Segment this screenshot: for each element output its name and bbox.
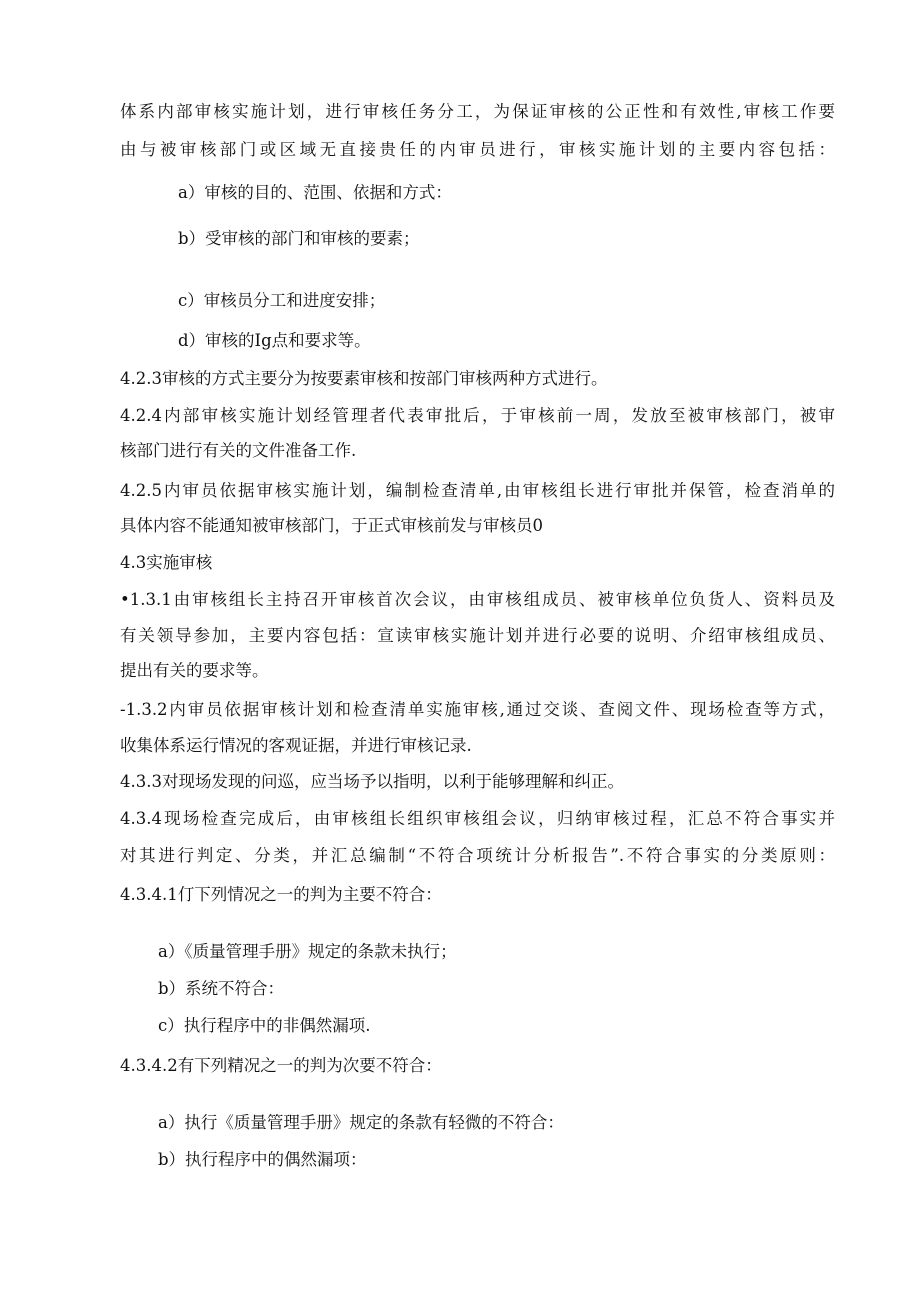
paragraph-line: 对其进行判定、分类，并汇总编制“不符合项统计分析报告”.不符合事实的分类原则： (120, 846, 835, 865)
paragraph-line: 4.2.3审核的方式主要分为按要素审核和按部门审核两种方式进行。 (120, 369, 608, 388)
paragraph-line: 4.3.3对现场发现的问巡，应当场予以指明，以利于能够理解和纠正。 (120, 772, 624, 791)
paragraph-line: 由与被审核部门或区域无直接贵任的内审员进行，审核实施计划的主要内容包括： (120, 140, 835, 159)
paragraph-line: 4.2.4内部审核实施计划经管理者代表审批后，于审核前一周，发放至被审核部门，被审 (120, 406, 835, 425)
paragraph-line: 4.3.4.2有下列精况之一的判为次要不符合： (120, 1056, 442, 1075)
paragraph-line: 4.2.5内审员依据审核实施计划，编制检查清单,由审核组长进行审批并保管，检查消单的 (120, 481, 835, 500)
list-item: c）执行程序中的非偶然漏项. (158, 1016, 371, 1035)
paragraph-line: 体系内部审核实施计划，进行审核任务分工，为保证审核的公正性和有效性,审核工作要 (120, 102, 835, 121)
paragraph-line: 有关领导参加，主要内容包括：宣读审核实施计划并进行必要的说明、介绍审核组成员、 (120, 626, 835, 645)
paragraph-line: 提出有关的要求等。 (120, 661, 269, 680)
section-heading: 4.3实施审核 (120, 553, 213, 572)
list-item: a）《质量管理手册》规定的条款未执行； (158, 942, 457, 961)
paragraph-line: •1.3.1由审核组长主持召开审核首次会议，由审核组成员、被审核单位负货人、资料员及 (120, 590, 835, 609)
list-item: a）执行《质量管理手册》规定的条款有轻微的不符合： (158, 1113, 564, 1132)
list-item: a）审核的目的、范围、依据和方式： (178, 183, 452, 202)
paragraph-line: 收集体系运行情况的客观证据，并进行审核记录. (120, 736, 472, 755)
list-item: c）审核员分工和进度安排； (178, 291, 386, 310)
list-item: b）系统不符合： (158, 979, 285, 998)
paragraph-line: 核部门进行有关的文件准备工作. (120, 441, 357, 460)
paragraph-line: -1.3.2内审员依据审核计划和检查清单实施审核,通过交谈、查阅文件、现场检查等方式， (120, 700, 835, 719)
paragraph-line: 4.3.4现场检查完成后，由审核组长组织审核组会议，归纳审核过程，汇总不符合事实并 (120, 809, 835, 828)
list-item: b）执行程序中的偶然漏项： (158, 1150, 367, 1169)
paragraph-line: 4.3.4.1仃下列情况之一的判为主要不符合： (120, 885, 442, 904)
list-item: b）受审核的部门和审核的要素； (178, 229, 420, 248)
paragraph-line: 具体内容不能通知被审核部门，于正式审核前发与审核员0 (120, 516, 543, 535)
list-item: d）审核的Ig点和要求等。 (178, 331, 371, 350)
